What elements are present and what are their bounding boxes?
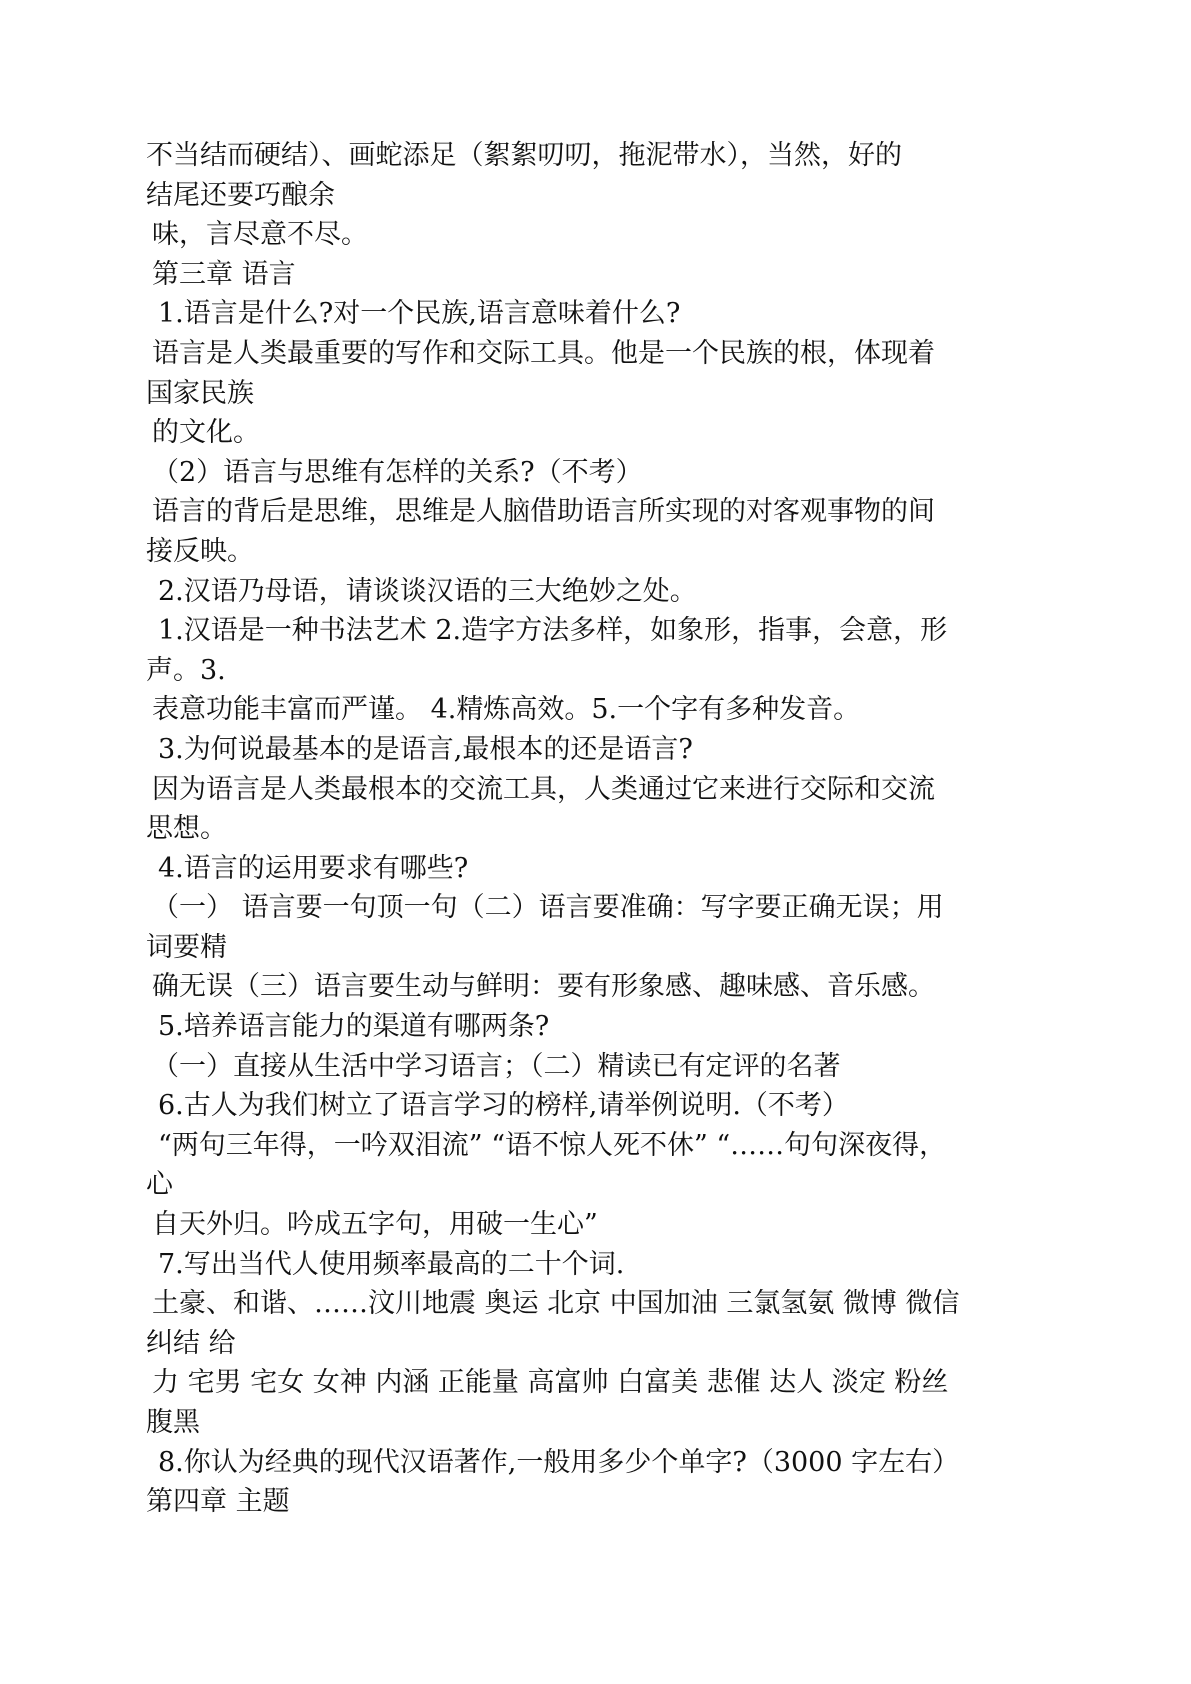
text-line: 纠结 给 — [146, 1327, 236, 1359]
question-line: 3.为何说最基本的是语言,最根本的还是语言? — [158, 733, 693, 765]
text-line: 语言的背后是思维，思维是人脑借助语言所实现的对客观事物的间 — [152, 496, 935, 528]
text-line: 自天外归。吟成五字句，用破一生心” — [152, 1209, 598, 1241]
text-line: 语言是人类最重要的写作和交际工具。他是一个民族的根，体现着 — [152, 337, 935, 369]
text-line: （一）直接从生活中学习语言；（二）精读已有定评的名著 — [152, 1050, 841, 1082]
text-line: 国家民族 — [146, 377, 254, 409]
text-line: 味，言尽意不尽。 — [152, 219, 368, 251]
text-line: 1.汉语是一种书法艺术 2.造字方法多样，如象形，指事，会意，形 — [158, 615, 948, 647]
text-line: 思想。 — [146, 813, 227, 845]
chapter-heading: 第四章 主题 — [146, 1486, 290, 1518]
text-line: 结尾还要巧酿余 — [146, 179, 335, 211]
question-line: 5.培养语言能力的渠道有哪两条? — [158, 1011, 550, 1043]
text-line: 声。3. — [146, 654, 226, 686]
text-line: 心 — [146, 1169, 173, 1201]
text-line: 词要精 — [146, 931, 227, 963]
text-line: 的文化。 — [152, 417, 260, 449]
document-body — [146, 136, 1046, 1522]
text-line: “两句三年得，一吟双泪流” “语不惊人死不休” “……句句深夜得， — [158, 1129, 947, 1161]
text-line: 力 宅男 宅女 女神 内涵 正能量 高富帅 白富美 悲催 达人 淡定 粉丝 — [152, 1367, 949, 1399]
text-line: 因为语言是人类最根本的交流工具，人类通过它来进行交际和交流 — [152, 773, 935, 805]
text-line: 接反映。 — [146, 535, 254, 567]
text-line: 土豪、和谐、……汶川地震 奥运 北京 中国加油 三氯氢氨 微博 微信 — [152, 1288, 960, 1320]
text-line: 确无误（三）语言要生动与鲜明：要有形象感、趣味感、音乐感。 — [152, 971, 935, 1003]
question-line: 6.古人为我们树立了语言学习的榜样,请举例说明.（不考） — [158, 1090, 849, 1122]
question-line: 1.语言是什么?对一个民族,语言意味着什么? — [158, 298, 681, 330]
question-line: 7.写出当代人使用频率最高的二十个词. — [158, 1248, 625, 1280]
chapter-heading: 第三章 语言 — [152, 258, 296, 290]
text-line: 腹黑 — [146, 1407, 200, 1438]
question-line: （2）语言与思维有怎样的关系?（不考） — [152, 456, 643, 488]
question-line: 2.汉语乃母语，请谈谈汉语的三大绝妙之处。 — [158, 575, 697, 607]
text-line: 不当结而硬结）、画蛇添足（絮絮叨叨，拖泥带水），当然，好的 — [146, 140, 902, 171]
text-line: 表意功能丰富而严谨。 4.精炼高效。5.一个字有多种发音。 — [152, 694, 861, 726]
text-line: （一） 语言要一句顶一句（二）语言要准确：写字要正确无误；用 — [152, 892, 944, 924]
question-line: 8.你认为经典的现代汉语著作,一般用多少个单字?（3000 字左右） — [158, 1446, 960, 1478]
question-line: 4.语言的运用要求有哪些? — [158, 852, 469, 884]
